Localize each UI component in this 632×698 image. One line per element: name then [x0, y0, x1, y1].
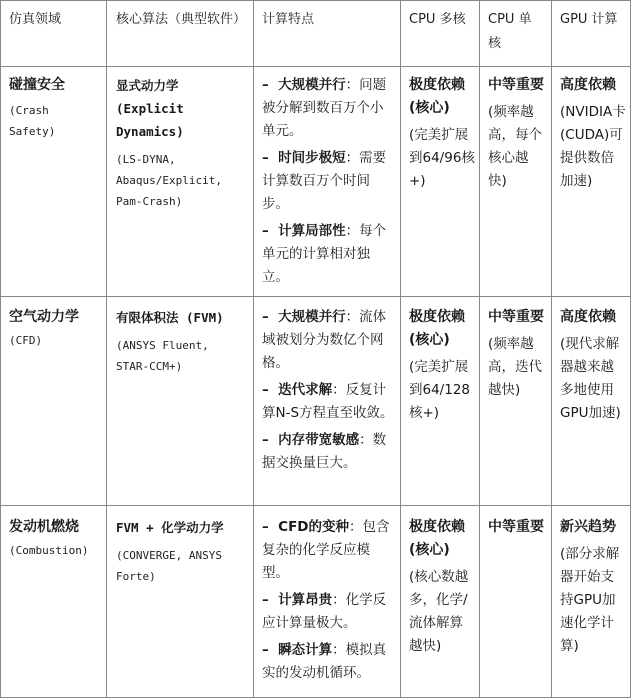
- gpu-title: 高度依赖: [560, 77, 616, 93]
- header-gpu: GPU 计算: [560, 12, 618, 27]
- row-combustion-cpu-single: [488, 516, 544, 543]
- row-crash-cpu-single: [488, 74, 544, 193]
- gpu-sub: (部分求解器开始支持GPU加速化学计算): [560, 546, 620, 654]
- row-combustion-gpu: [560, 516, 626, 658]
- domain-sub: (CFD): [9, 334, 43, 347]
- domain-title: 空气动力学: [9, 309, 79, 325]
- row-cfd-algorithm: [116, 306, 248, 377]
- feature-item: – 大规模并行：问题被分解到数百万个小单元。: [262, 77, 387, 139]
- feature-item: – 瞬态计算：模拟真实的发动机循环。: [262, 642, 387, 681]
- cpu-multi-title: 极度依赖(核心): [409, 309, 465, 348]
- gpu-title: 新兴趋势: [560, 519, 616, 535]
- row-cfd-gpu: [560, 306, 626, 425]
- cpu-single-title: 中等重要: [488, 309, 544, 325]
- feature-item: – 迭代求解：反复计算N-S方程直至收敛。: [262, 382, 394, 421]
- domain-title: 发动机燃烧: [9, 519, 79, 535]
- feature-item: – 计算昂贵：化学反应计算量极大。: [262, 592, 387, 631]
- header-cpu-multi: CPU 多核: [409, 12, 466, 27]
- feature-item: – 大规模并行：流体域被划分为数亿个网格。: [262, 309, 387, 371]
- algo-sub: (CONVERGE, ANSYS Forte): [116, 549, 222, 583]
- row-cfd-domain: [9, 306, 101, 351]
- feature-item: – CFD的变种：包含复杂的化学反应模型。: [262, 519, 390, 581]
- feature-item: – 内存带宽敏感：数据交换量巨大。: [262, 432, 387, 471]
- cpu-single-sub: (频率越高，每个核心越快): [488, 104, 542, 189]
- row-cfd-features: [262, 306, 394, 479]
- domain-title: 碰撞安全: [9, 77, 65, 93]
- cpu-multi-sub: (核心数越多，化学/流体解算越快): [409, 569, 469, 654]
- header-features: 计算特点: [262, 12, 315, 27]
- header-algorithm: 核心算法（典型软件）: [116, 12, 247, 27]
- feature-item: – 计算局部性：每个单元的计算相对独立。: [262, 223, 387, 285]
- cpu-multi-sub: (完美扩展到64/128核+): [409, 359, 470, 421]
- row-crash-gpu: [560, 74, 626, 193]
- domain-sub: (Combustion): [9, 544, 89, 557]
- cpu-multi-title: 极度依赖(核心): [409, 519, 465, 558]
- row-crash-cpu-multi: [409, 74, 475, 193]
- row-cfd-cpu-single: [488, 306, 544, 402]
- algo-sub: (LS-DYNA, Abaqus/Explicit, Pam-Crash): [116, 153, 222, 208]
- header-cpu-single: CPU 单核: [488, 12, 532, 51]
- row-crash-algorithm: [116, 74, 248, 212]
- gpu-sub: (现代求解器越来越多地使用GPU加速): [560, 336, 621, 421]
- row-combustion-domain: [9, 516, 101, 561]
- cpu-single-title: 中等重要: [488, 519, 544, 535]
- algo-title: 显式动力学 (Explicit Dynamics): [116, 78, 184, 139]
- domain-sub: (Crash Safety): [9, 104, 56, 138]
- row-combustion-features: [262, 516, 394, 689]
- feature-item: – 时间步极短：需要计算数百万个时间步。: [262, 150, 387, 212]
- header-domain: 仿真领域: [9, 12, 62, 27]
- row-crash-features: [262, 74, 394, 293]
- algo-title: 有限体积法 (FVM): [116, 310, 224, 325]
- gpu-title: 高度依赖: [560, 309, 616, 325]
- gpu-sub: (NVIDIA卡(CUDA)可提供数倍加速): [560, 104, 626, 189]
- cpu-single-sub: (频率越高，迭代越快): [488, 336, 542, 398]
- algo-title: FVM + 化学动力学: [116, 520, 224, 535]
- algo-sub: (ANSYS Fluent, STAR-CCM+): [116, 339, 209, 373]
- cpu-single-title: 中等重要: [488, 77, 544, 93]
- row-cfd-cpu-multi: [409, 306, 475, 425]
- cpu-multi-sub: (完美扩展到64/96核+): [409, 127, 475, 189]
- cpu-multi-title: 极度依赖(核心): [409, 77, 465, 116]
- row-combustion-algorithm: [116, 516, 248, 587]
- row-crash-domain: [9, 74, 101, 142]
- row-combustion-cpu-multi: [409, 516, 475, 658]
